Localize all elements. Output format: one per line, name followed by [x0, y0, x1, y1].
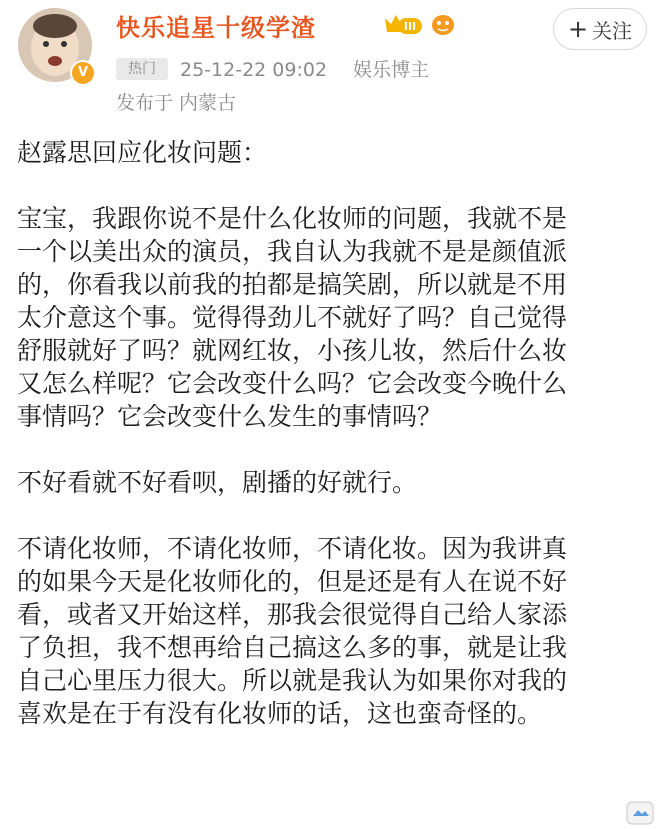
post-line: 喜欢是在于有没有化妆师的话，这也蛮奇怪的。 — [17, 699, 543, 728]
emoji-icon — [625, 800, 655, 826]
crown-level-badge-icon — [382, 12, 424, 38]
post-line: 宝宝，我跟你说不是什么化妆师的问题，我就不是 — [17, 204, 568, 233]
level-badge-text: III — [403, 20, 417, 33]
follow-button[interactable] — [553, 8, 647, 50]
post-line: 的，你看我以前我的拍都是搞笑剧，所以就是不用 — [17, 270, 568, 299]
post-line: 舒服就好了吗？就网红妆，小孩儿妆，然后什么妆 — [17, 336, 568, 365]
post-line: 事情吗？它会改变什么发生的事情吗？ — [17, 402, 443, 431]
post-location: 发布于 内蒙古 — [116, 92, 237, 114]
post-line: 赵露思回应化妆问题： — [17, 138, 268, 167]
post-meta — [180, 55, 429, 82]
post-line: 自己心里压力很大。所以就是我认为如果你对我的 — [17, 666, 568, 695]
fan-fish-icon — [428, 12, 458, 38]
author-role: 娱乐博主 — [353, 59, 430, 81]
post-timestamp: 25-12-22 09:02 — [180, 59, 328, 81]
post-header — [0, 0, 660, 120]
username[interactable]: 快乐追星十级学渣 — [116, 14, 316, 42]
post-line: 太介意这个事。觉得得劲儿不就好了吗？自己觉得 — [17, 303, 568, 332]
plus-icon: + — [567, 15, 589, 43]
post-line: 又怎么样呢？它会改变什么吗？它会改变今晚什么 — [17, 369, 568, 398]
post-line: 了负担，我不想再给自己搞这么多的事，就是让我 — [17, 633, 568, 662]
verified-v-icon: V — [70, 60, 96, 86]
post-body — [17, 136, 653, 730]
post-line: 的如果今天是化妆师化的，但是还是有人在说不好 — [17, 567, 568, 596]
post-line: 一个以美出众的演员，我自认为我就不是是颜值派 — [17, 237, 568, 266]
post-line: 不好看就不好看呗，剧播的好就行。 — [17, 468, 418, 497]
post-line: 不请化妆师，不请化妆师，不请化妆。因为我讲真 — [17, 534, 568, 563]
follow-button-label: 关注 — [592, 18, 633, 43]
post-line: 看，或者又开始这样，那我会很觉得自己给人家添 — [17, 600, 568, 629]
hot-tag: 热门 — [116, 58, 168, 80]
